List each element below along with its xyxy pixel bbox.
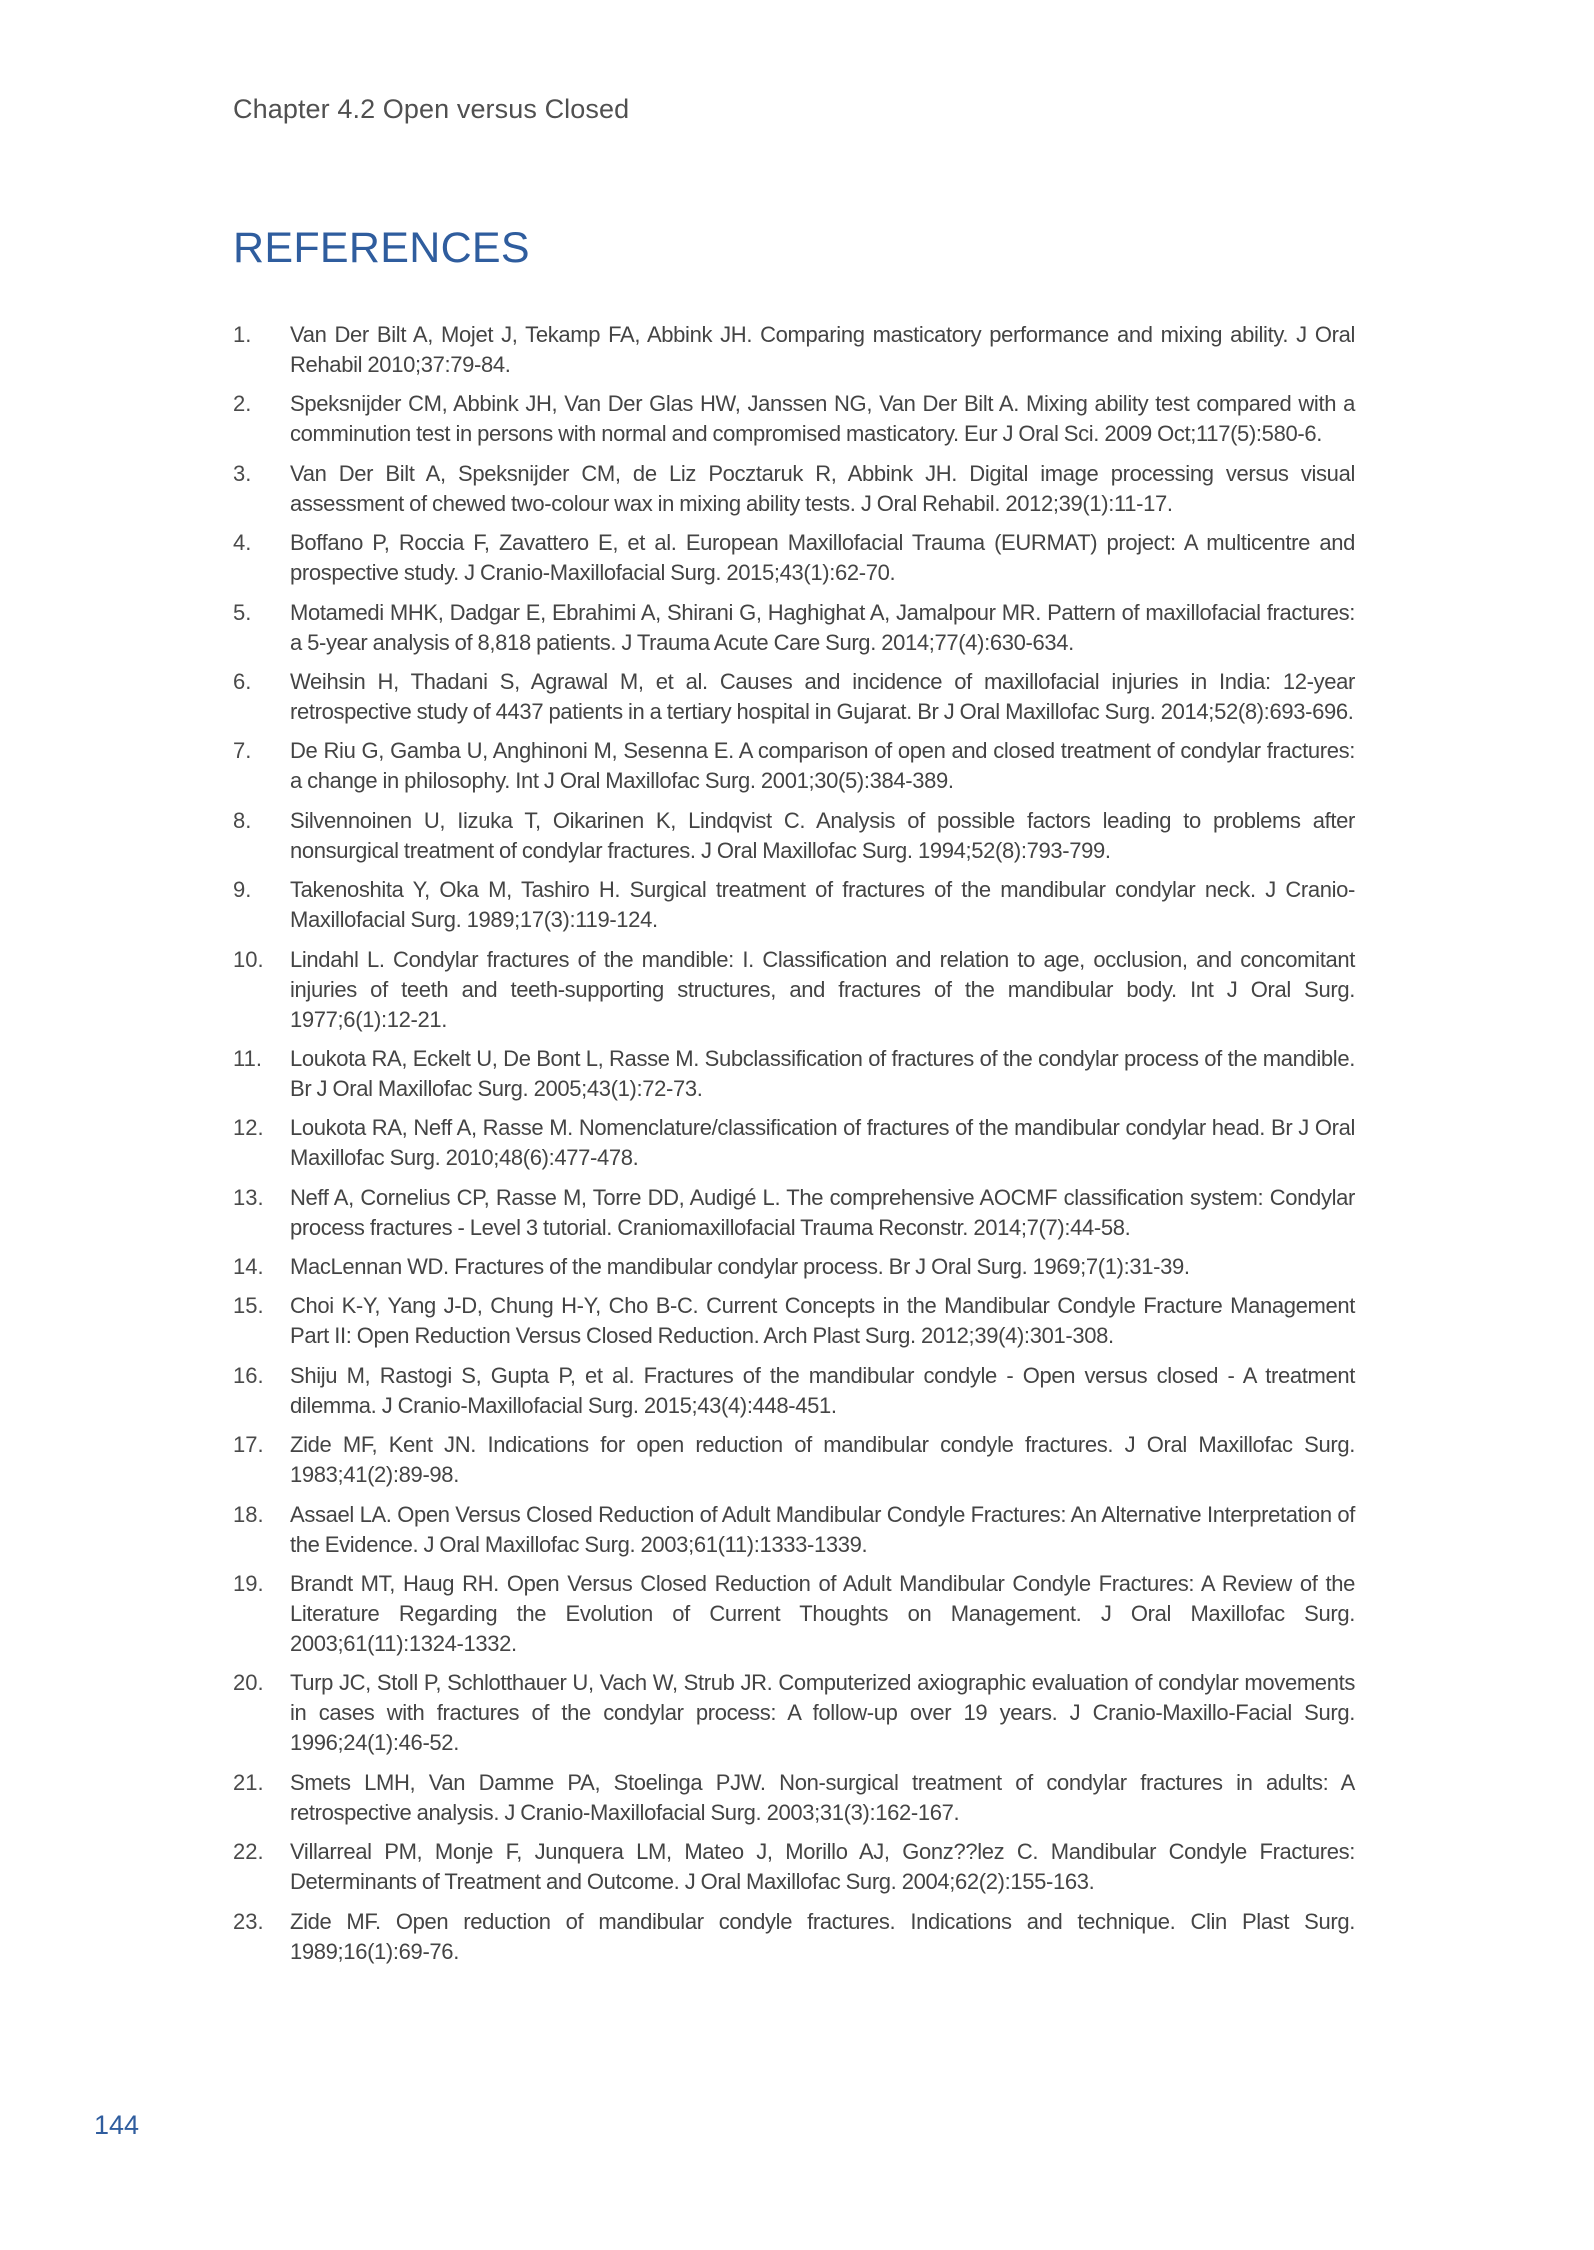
reference-number: 15.: [233, 1293, 264, 1319]
reference-item: [233, 667, 1355, 727]
reference-item: [233, 1907, 1355, 1967]
reference-number: 20.: [233, 1670, 264, 1696]
reference-number: 5.: [233, 599, 252, 625]
reference-number: 1.: [233, 322, 252, 347]
reference-item: [233, 1768, 1355, 1828]
reference-number: 2.: [233, 391, 252, 417]
reference-item: [233, 1291, 1355, 1351]
reference-item: [233, 1183, 1355, 1243]
reference-text: Loukota RA, Eckelt U, De Bont L, Rasse M. Subclassification of fractures of the condylar process of the mandible. Br J Oral Maxillofac Surg. 2005;43(1):72-73.: [290, 1045, 1355, 1101]
page-number: 144: [94, 2110, 140, 2140]
section-title: REFERENCES: [233, 224, 530, 272]
reference-number: 12.: [233, 1115, 264, 1141]
reference-number: 22.: [233, 1839, 264, 1865]
reference-item: [233, 389, 1355, 449]
reference-text: Takenoshita Y, Oka M, Tashiro H. Surgical treatment of fractures of the mandibular condylar neck. J Cranio-Maxillofacial Surg. 1989;17(3):119-124.: [290, 877, 1355, 933]
reference-number: 18.: [233, 1501, 264, 1527]
reference-item: [233, 736, 1355, 796]
reference-number: 13.: [233, 1184, 264, 1210]
reference-number: 4.: [233, 530, 252, 556]
reference-text: Smets LMH, Van Damme PA, Stoelinga PJW. Non-surgical treatment of condylar fractures in adults: A retrospective analysis. J Cranio-Maxillofacial Surg. 2003;31(3):162-167.: [290, 1769, 1355, 1825]
reference-text: Brandt MT, Haug RH. Open Versus Closed Reduction of Adult Mandibular Condyle Fractures: A Review of the Literature Regarding the Evolution of Current Thoughts on Management. J Oral Maxillofac Surg. 2003;61(11):1324-1332.: [290, 1571, 1355, 1657]
reference-number: 10.: [233, 946, 264, 972]
reference-text: Loukota RA, Neff A, Rasse M. Nomenclature/classification of fractures of the mandibular condylar head. Br J Oral Maxillofac Surg. 2010;48(6):477-478.: [290, 1115, 1355, 1171]
reference-number: 8.: [233, 807, 252, 833]
reference-item: [233, 1113, 1355, 1173]
reference-number: 9.: [233, 877, 252, 903]
reference-item: [233, 1430, 1355, 1490]
reference-text: Weihsin H, Thadani S, Agrawal M, et al. Causes and incidence of maxillofacial injuries in India: 12-year retrospective study of 4437 patients in a tertiary hospital in Gujarat. Br J Oral Maxillofac Surg. 2014;52(8):693-696.: [290, 668, 1355, 724]
reference-text: Zide MF, Kent JN. Indications for open reduction of mandibular condyle fractures. J Oral Maxillofac Surg. 1983;41(2):89-98.: [290, 1432, 1355, 1488]
reference-number: 21.: [233, 1769, 264, 1795]
reference-item: [233, 1361, 1355, 1421]
reference-item: [233, 1500, 1355, 1560]
reference-text: Choi K-Y, Yang J-D, Chung H-Y, Cho B-C. Current Concepts in the Mandibular Condyle Fracture Management Part II: Open Reduction Versus Closed Reduction. Arch Plast Surg. 2012;39(4):301-308.: [290, 1293, 1355, 1349]
reference-number: 6.: [233, 668, 252, 694]
reference-text: Boffano P, Roccia F, Zavattero E, et al. European Maxillofacial Trauma (EURMAT) project: A multicentre and prospective study. J Cranio-Maxillofacial Surg. 2015;43(1):62-70.: [290, 530, 1355, 586]
reference-item: [233, 1044, 1355, 1104]
reference-number: 11.: [233, 1045, 262, 1071]
reference-text: Shiju M, Rastogi S, Gupta P, et al. Fractures of the mandibular condyle - Open versus closed - A treatment dilemma. J Cranio-Maxillofacial Surg. 2015;43(4):448-451.: [290, 1362, 1355, 1418]
reference-item: [233, 806, 1355, 866]
reference-item: [233, 875, 1355, 935]
reference-item: [233, 598, 1355, 658]
reference-item: [233, 528, 1355, 588]
reference-text: Speksnijder CM, Abbink JH, Van Der Glas HW, Janssen NG, Van Der Bilt A. Mixing ability test compared with a comminution test in persons with normal and compromised masticatory. Eur J Oral Sci. 2009 Oct;117(5):580-6.: [290, 391, 1355, 447]
reference-text: MacLennan WD. Fractures of the mandibular condylar process. Br J Oral Surg. 1969;7(1):31-39.: [290, 1254, 1190, 1280]
reference-item: [233, 459, 1355, 519]
running-head: Chapter 4.2 Open versus Closed: [233, 94, 630, 124]
reference-text: De Riu G, Gamba U, Anghinoni M, Sesenna E. A comparison of open and closed treatment of condylar fractures: a change in philosophy. Int J Oral Maxillofac Surg. 2001;30(5):384-389.: [290, 738, 1355, 794]
reference-text: Silvennoinen U, Iizuka T, Oikarinen K, Lindqvist C. Analysis of possible factors leading to problems after nonsurgical treatment of condylar fractures. J Oral Maxillofac Surg. 1994;52(8):793-799.: [290, 807, 1355, 863]
reference-item: [233, 320, 1355, 380]
reference-text: Zide MF. Open reduction of mandibular condyle fractures. Indications and technique. Clin Plast Surg. 1989;16(1):69-76.: [290, 1908, 1355, 1964]
reference-number: 7.: [233, 738, 252, 764]
reference-number: 16.: [233, 1362, 264, 1388]
reference-text: Van Der Bilt A, Mojet J, Tekamp FA, Abbink JH. Comparing masticatory performance and mixing ability. J Oral Rehabil 2010;37:79-84.: [290, 322, 1355, 377]
reference-number: 23.: [233, 1908, 264, 1934]
reference-text: Neff A, Cornelius CP, Rasse M, Torre DD, Audigé L. The comprehensive AOCMF classification system: Condylar process fractures - Level 3 tutorial. Craniomaxillofacial Trauma Reconstr. 2014;7(7):44-58.: [290, 1184, 1355, 1240]
reference-text: Motamedi MHK, Dadgar E, Ebrahimi A, Shirani G, Haghighat A, Jamalpour MR. Pattern of maxillofacial fractures: a 5-year analysis of 8,818 patients. J Trauma Acute Care Surg. 2014;77(4):630-634.: [290, 599, 1355, 655]
reference-list: [233, 320, 1355, 1976]
reference-item: [233, 1252, 1355, 1282]
reference-number: 14.: [233, 1254, 264, 1280]
reference-text: Assael LA. Open Versus Closed Reduction of Adult Mandibular Condyle Fractures: An Alternative Interpretation of the Evidence. J Oral Maxillofac Surg. 2003;61(11):1333-1339.: [290, 1501, 1355, 1557]
reference-item: [233, 945, 1355, 1035]
reference-text: Villarreal PM, Monje F, Junquera LM, Mateo J, Morillo AJ, Gonz??lez C. Mandibular Condyle Fractures: Determinants of Treatment and Outcome. J Oral Maxillofac Surg. 2004;62(2):155-163.: [290, 1839, 1355, 1895]
reference-item: [233, 1569, 1355, 1659]
reference-text: Turp JC, Stoll P, Schlotthauer U, Vach W, Strub JR. Computerized axiographic evaluation of condylar movements in cases with fractures of the condylar process: A follow-up over 19 years. J Cranio-Maxillo-Facial Surg. 1996;24(1):46-52.: [290, 1670, 1355, 1756]
reference-item: [233, 1837, 1355, 1897]
reference-number: 19.: [233, 1571, 264, 1597]
reference-item: [233, 1668, 1355, 1758]
reference-number: 17.: [233, 1432, 264, 1458]
reference-text: Lindahl L. Condylar fractures of the mandible: I. Classification and relation to age, occlusion, and concomitant injuries of teeth and teeth-supporting structures, and fractures of the mandibular body. Int J Oral Surg. 1977;6(1):12-21.: [290, 946, 1355, 1032]
reference-number: 3.: [233, 460, 252, 486]
reference-text: Van Der Bilt A, Speksnijder CM, de Liz Pocztaruk R, Abbink JH. Digital image processing versus visual assessment of chewed two-colour wax in mixing ability tests. J Oral Rehabil. 2012;39(1):11-17.: [290, 460, 1355, 516]
